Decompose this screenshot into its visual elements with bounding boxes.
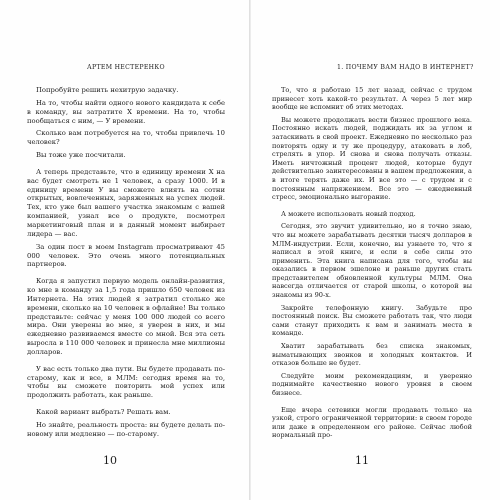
left-paragraph-5: А теперь представьте, что в единицу времени Х на вас будет смотреть не 1 человек, а сразу 1000. И в единицу времени У вы сможете влиять на сотни открытых, вовлеченных, заряженных на успех людей. Тех, кто уже был вашего участка знакомым с вашей компанией, узнал все о продукте, посмотрел маркетинговый план и в данный момент выбирает лидера — вас.	[27, 167, 225, 238]
left-paragraph-6: За один пост в моем Instagram просматривают 45 000 человек. Это очень много потенциальных партнеров.	[27, 242, 225, 269]
right-running-header: 1. ПОЧЕМУ ВАМ НАДО В ИНТЕРНЕТ?	[337, 64, 474, 71]
right-paragraph-3: А можете использовать новый подход.	[281, 209, 416, 218]
left-paragraph-3: Сколько вам потребуется на то, чтобы привлечь 10 человек?	[27, 129, 225, 147]
right-paragraph-5: Закройте телефонную книгу. Забудьте про постоянный поиск. Вы сможете работать так, что люди сами станут приходить к вам и занимать места в команде.	[272, 303, 472, 338]
right-paragraph-1: То, что я работаю 15 лет назад, сейчас с трудом принесет хоть какой-то результат. А через 5 лет мир вообще не вспомнит об этих методах.	[272, 86, 472, 112]
right-paragraph-7: Следуйте моим рекомендациям, и уверенно поднимайте качественно нового уровня в своем бизнесе.	[272, 371, 472, 397]
left-page-body	[27, 86, 225, 443]
book-gutter	[249, 0, 251, 500]
right-paragraph-8: Еще вчера сетевики могли продавать только на узкой, строго ограниченной территории: в своем городе или даже в определенном его районе. Сейчас любой нормальный про-	[272, 405, 472, 440]
left-paragraph-9: Какой вариант выбрать? Решать вам.	[36, 408, 171, 417]
left-paragraph-2: На то, чтобы найти одного нового кандидата к себе в команду, вы затратите Х времени. На то, чтобы пообщаться с ним, — У времени.	[27, 98, 225, 125]
right-paragraph-2: Вы можете продолжать вести бизнес прошлого века. Постоянно искать людей, поджидать их за углом и затаскивать в свой проект. Ежедневно по несколько раз повторять одну и ту же процедуру, атаковать в лоб, стрелять в упор. И снова и снова получать отказы. Иметь ничтожный процент людей, которые будут действительно заинтересованы в вашем предложении, а в итоге терять даже их. И все это — с трудом и с постоянным напряжением. Все это — ежедневный стресс, эмоционально выгорание.	[272, 115, 472, 202]
right-page-body	[272, 86, 472, 444]
left-page-number: 10	[103, 454, 117, 467]
left-paragraph-7: Когда я запустил первую модель онлайн-развития, ко мне в команду за 1,5 года пришло 650 человек из Интернета. На этих людей я затратил столько же времени, сколько на 10 человек в офлайне! Вы только представьте: сейчас у меня 100 000 людей со всего мира. Они уверены во мне, я уверен в них, и мы ежедневно развиваемся вместе со мной. Вся эта сеть выросла в 110 000 человек и принесла мне миллионы долларов.	[27, 277, 225, 356]
left-paragraph-4: Вы тоже уже посчитали.	[36, 151, 126, 160]
right-page-number: 11	[355, 454, 369, 467]
left-paragraph-8: У вас есть только два пути. Вы будете продавать по-старому, как и все, в МЛМ: сегодня время на то, чтобы вы сможете повторить мой успех или продолжить работать, как раньше.	[27, 364, 225, 400]
right-paragraph-4: Сегодня, это звучит удивительно, но я точно знаю, что вы можете зарабатывать десятки тысяч долларов в МЛМ-индустрии. Если, конечно, вы узнаете то, что я написал в этой книге, и если в себе силы это применить. Эта книга написана для того, чтобы вы оказались в первом эшелоне и раньше других стать представителем обновленной культуры МЛМ. Она навсегда отличается от старой школы, о которой вы знакомы из 90-х.	[272, 222, 472, 300]
left-running-header: АРТЕМ НЕСТЕРЕНКО	[87, 64, 165, 71]
right-paragraph-6: Хватит зарабатывать без списка знакомых, выматывающих звонков и холодных контактов. И отказов больше не будет.	[272, 342, 472, 368]
left-paragraph-10: Но знайте, реальность проста: вы будете делать по-новому или медленно — по-старому.	[27, 421, 225, 438]
left-paragraph-1: Попробуйте решить нехитрую задачку.	[36, 86, 179, 94]
